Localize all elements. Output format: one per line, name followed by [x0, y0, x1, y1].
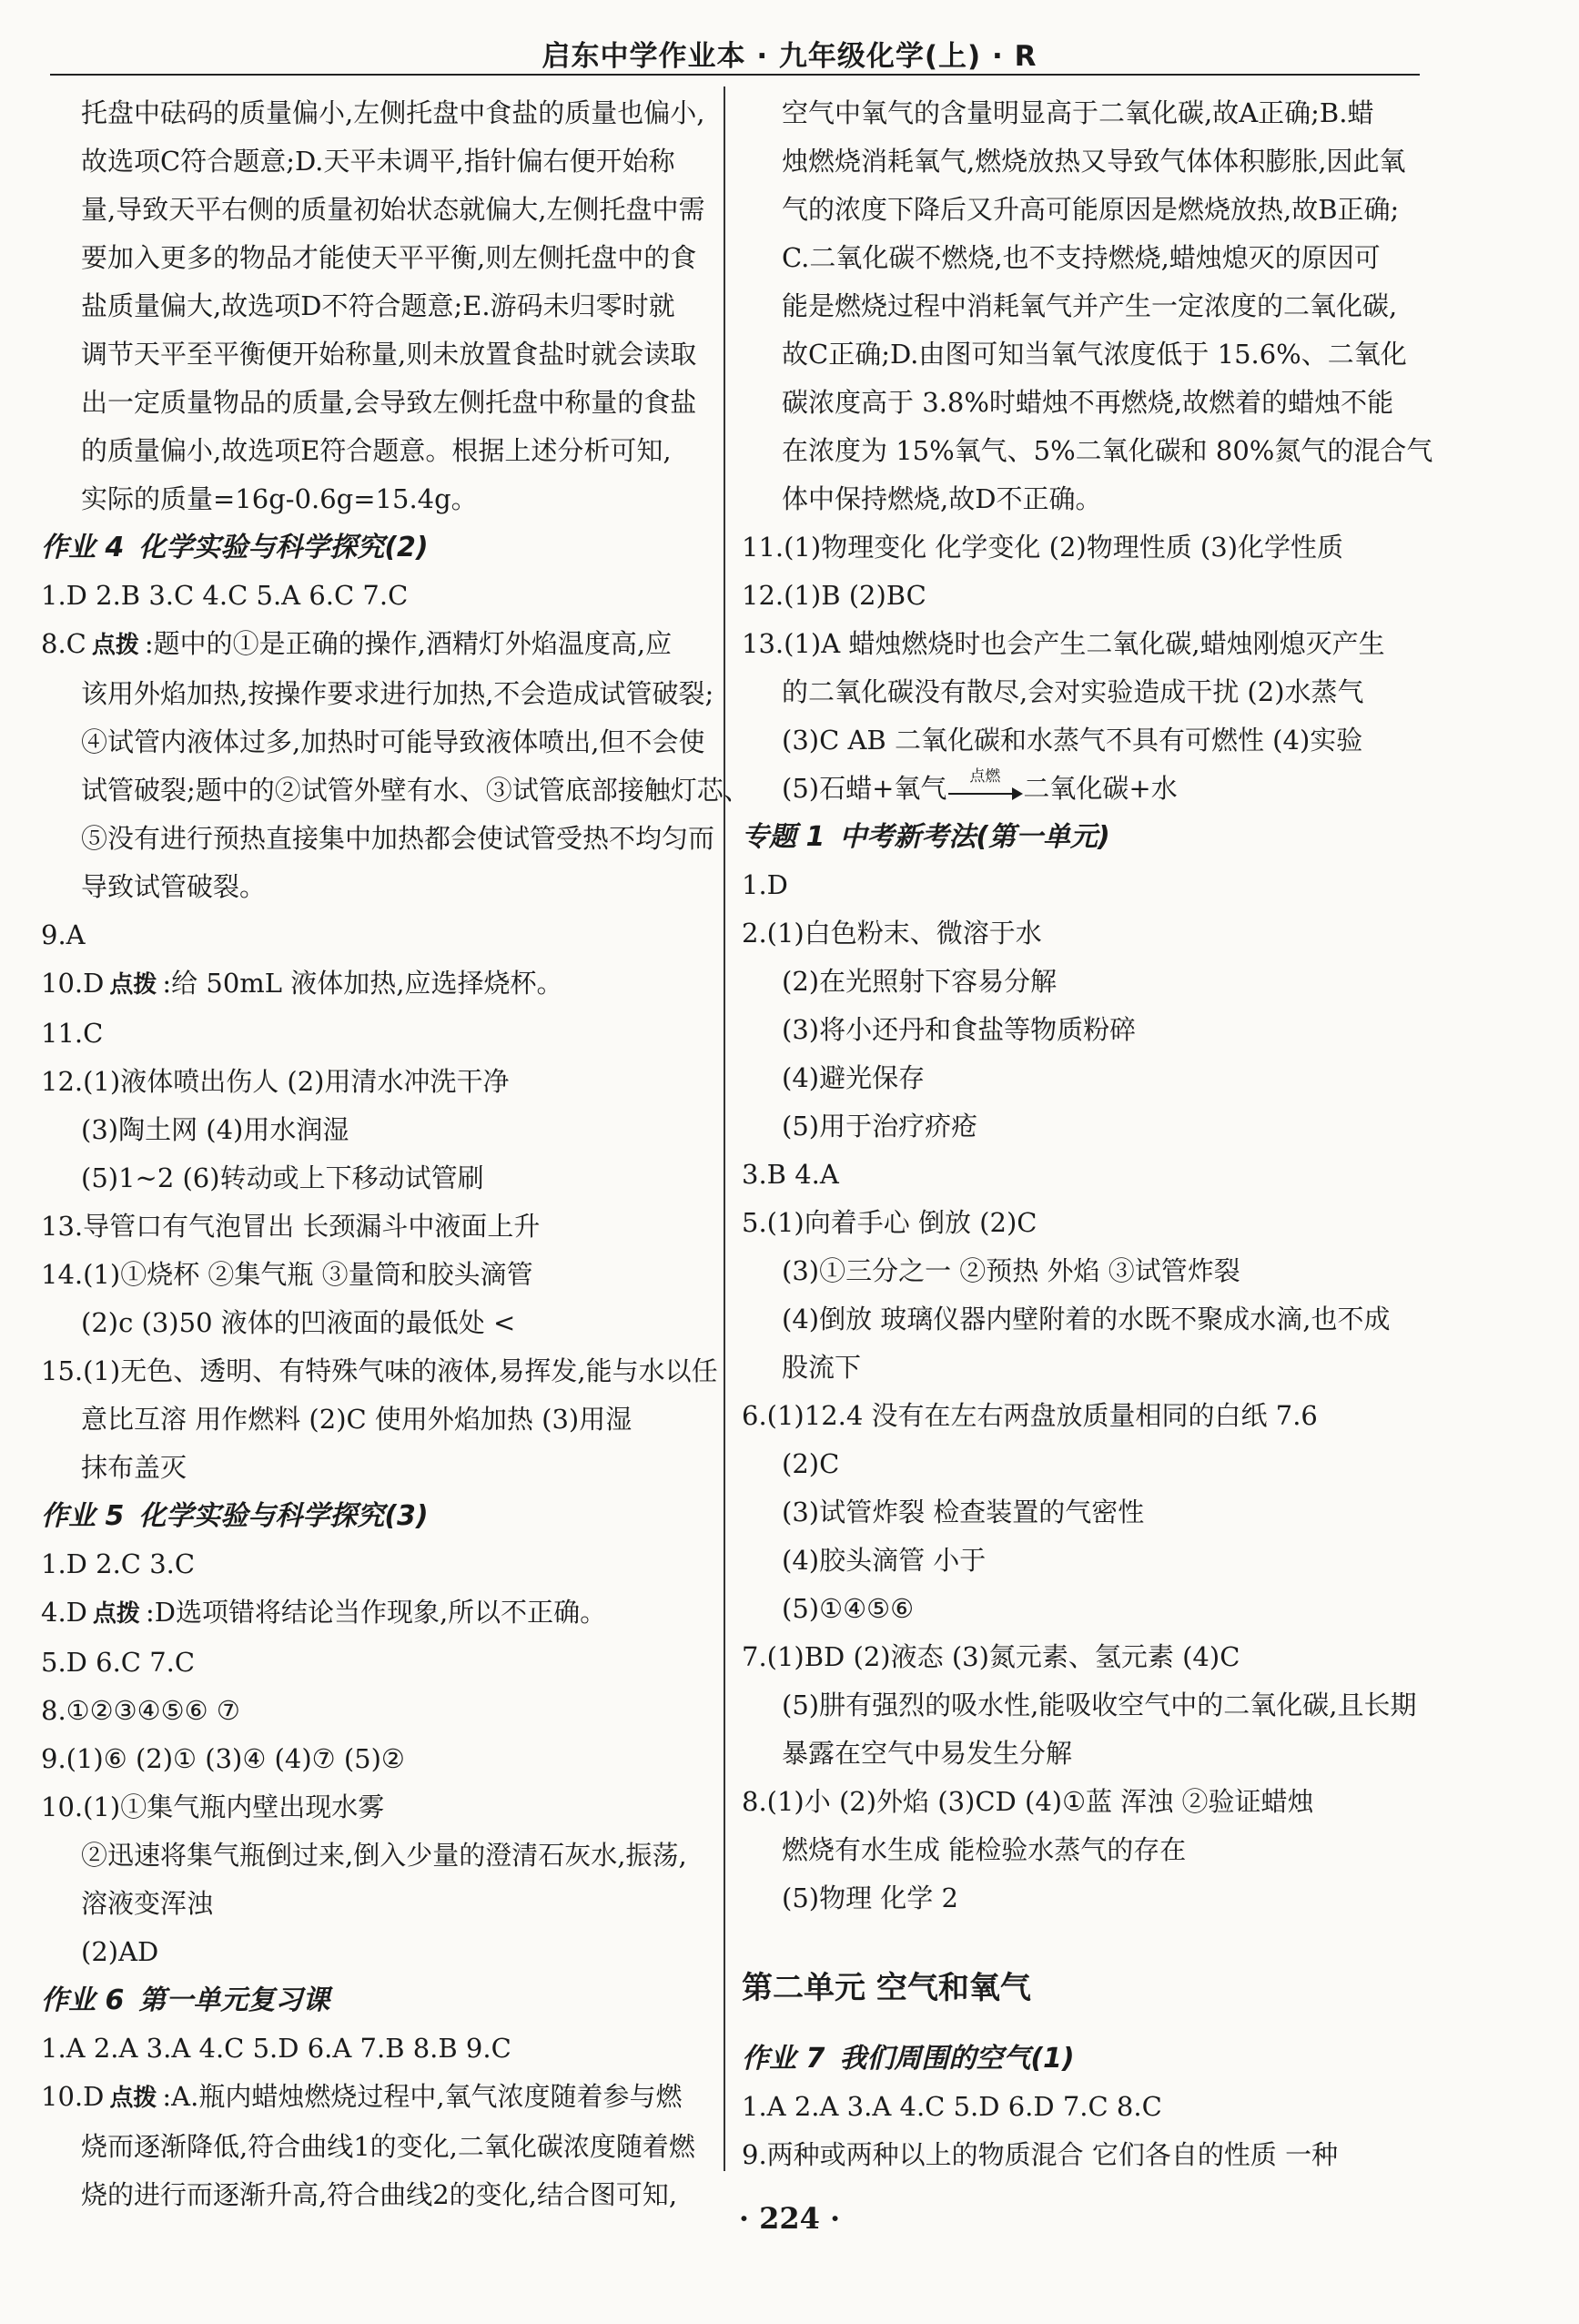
right-intro-line: 空气中氧气的含量明显高于二氧化碳,故A正确;B.蜡 — [782, 97, 1374, 128]
section-heading-topic1 — [742, 813, 1433, 861]
equation-products: 二氧化碳+水 — [1023, 773, 1178, 804]
answer-line: (2)C — [782, 1448, 840, 1479]
answer-line: 该用外焰加热,按操作要求进行加热,不会造成试管破裂; — [81, 678, 714, 709]
answer-line: (3)试管炸裂 检查装置的气密性 — [782, 1497, 1145, 1527]
section-heading-hw6 — [41, 1976, 714, 2025]
left-intro-line: 托盘中砝码的质量偏小,左侧托盘中食盐的质量也偏小, — [81, 97, 705, 128]
left-intro-line: 调节天平至平衡便开始称量,则未放置食盐时就会读取 — [81, 339, 697, 370]
answer-line: 烧而逐渐降低,符合曲线1的变化,二氧化碳浓度随着燃 — [81, 2131, 695, 2162]
reaction-arrow — [946, 767, 1023, 804]
answer-line: 5.D 6.C 7.C — [41, 1647, 196, 1678]
answer-line: 12.(1)B (2)BC — [742, 580, 926, 611]
answer-line: 5.(1)向着手心 倒放 (2)C — [742, 1207, 1037, 1238]
right-intro-line: 体中保持燃烧,故D不正确。 — [782, 483, 1102, 514]
running-header: 启东中学作业本 · 九年级化学(上) · R — [542, 40, 1037, 73]
hint-tag: 点拨 — [92, 1600, 140, 1628]
left-intro-line: 故选项C符合题意;D.天平未调平,指针偏右便开始称 — [81, 146, 675, 177]
answer-line: (3)C AB 二氧化碳和水蒸气不具有可燃性 (4)实验 — [782, 725, 1363, 756]
left-intro-line: 要加入更多的物品才能使天平平衡,则左侧托盘中的食 — [81, 242, 697, 273]
answer-line: (5)物理 化学 2 — [782, 1883, 958, 1913]
answer-line: 抹布盖灭 — [81, 1452, 187, 1483]
right-intro-line: 烛燃烧消耗氧气,燃烧放热又导致气体体积膨胀,因此氧 — [782, 146, 1406, 177]
answer-line: 试管破裂;题中的②试管外壁有水、③试管底部接触灯芯、 — [81, 775, 750, 806]
answer-line: 1.D 2.B 3.C 4.C 5.A 6.C 7.C — [41, 580, 409, 611]
answer-key: 4.D — [41, 1597, 87, 1628]
left-intro-line: 实际的质量=16g-0.6g=15.4g。 — [81, 483, 478, 514]
answer-line: 7.(1)BD (2)液态 (3)氮元素、氢元素 (4)C — [742, 1641, 1240, 1672]
answer-line: 1.A 2.A 3.A 4.C 5.D 6.D 7.C 8.C — [742, 2091, 1162, 2122]
column-divider — [724, 86, 725, 2171]
answer-key: 8.C — [41, 628, 86, 659]
right-intro-line: 故C正确;D.由图可知当氧气浓度低于 15.6%、二氧化 — [782, 339, 1407, 370]
answer-line — [41, 959, 714, 1010]
answer-line: (5)①④⑤⑥ — [782, 1593, 915, 1624]
hint-tag: 点拨 — [109, 2085, 157, 2112]
unit-heading: 第二单元 空气和氧气 — [742, 1970, 1031, 2006]
answer-line: (3)①三分之一 ②预热 外焰 ③试管炸裂 — [782, 1255, 1240, 1286]
answer-line: 1.D 2.C 3.C — [41, 1548, 196, 1579]
answer-line: 导致试管破裂。 — [81, 871, 267, 902]
equation-reactants: (5)石蜡+氧气 — [782, 773, 947, 804]
right-intro-line: 在浓度为 15%氧气、5%二氧化碳和 80%氮气的混合气 — [782, 435, 1433, 466]
left-intro-line: 出一定质量物品的质量,会导致左侧托盘中称量的食盐 — [81, 387, 697, 418]
right-intro-line: 气的浓度下降后又升高可能原因是燃烧放热,故B正确; — [782, 194, 1400, 225]
answer-key: 10.D — [41, 2081, 105, 2112]
right-column — [742, 89, 1433, 2179]
header-rule — [50, 74, 1420, 76]
hint-text: :D选项错将结论当作现象,所以不正确。 — [145, 1597, 607, 1628]
answer-line: 燃烧有水生成 能检验水蒸气的存在 — [782, 1834, 1187, 1865]
answer-line: (2)AD — [81, 1936, 159, 1967]
arrow-head — [1012, 787, 1023, 800]
section-number: 专题 1 — [742, 821, 825, 853]
left-column — [41, 89, 750, 2219]
answer-line: 8.①②③④⑤⑥ ⑦ — [41, 1695, 240, 1726]
hint-tag: 点拨 — [109, 971, 157, 999]
section-title: 我们周围的空气(1) — [839, 2043, 1075, 2075]
answer-line: ⑤没有进行预热直接集中加热都会使试管受热不均匀而 — [81, 823, 715, 854]
answer-line: ②迅速将集气瓶倒过来,倒入少量的澄清石灰水,振荡, — [81, 1840, 687, 1871]
hint-tag: 点拨 — [91, 632, 139, 659]
left-intro-line: 的质量偏小,故选项E符合题意。根据上述分析可知, — [81, 435, 672, 466]
answer-line: 6.(1)12.4 没有在左右两盘放质量相同的白纸 7.6 — [742, 1400, 1318, 1431]
answer-line: 溶液变浑浊 — [81, 1888, 214, 1919]
answer-line: 10.(1)①集气瓶内壁出现水雾 — [41, 1791, 385, 1822]
section-heading-hw5 — [41, 1492, 714, 1540]
answer-line: 意比互溶 用作燃料 (2)C 使用外焰加热 (3)用湿 — [81, 1404, 633, 1435]
section-title: 化学实验与科学探究(3) — [138, 1500, 429, 1532]
answer-line: 12.(1)液体喷出伤人 (2)用清水冲洗干净 — [41, 1066, 510, 1097]
answer-line: (3)将小还丹和食盐等物质粉碎 — [782, 1014, 1137, 1045]
hint-text: :题中的①是正确的操作,酒精灯外焰温度高,应 — [144, 628, 673, 659]
answer-line: 14.(1)①烧杯 ②集气瓶 ③量筒和胶头滴管 — [41, 1259, 533, 1290]
answer-line: 的二氧化碳没有散尽,会对实验造成干扰 (2)水蒸气 — [782, 676, 1364, 707]
answer-line — [41, 2073, 714, 2123]
answer-line: 烧的进行而逐渐升高,符合曲线2的变化,结合图可知, — [81, 2179, 678, 2210]
page-number: · 224 · — [738, 2201, 841, 2236]
answer-line: (2)c (3)50 液体的凹液面的最低处 < — [81, 1307, 516, 1338]
left-intro-line: 盐质量偏大,故选项D不符合题意;E.游码未归零时就 — [81, 290, 675, 321]
arrow-shaft — [948, 793, 1017, 795]
section-title: 化学实验与科学探究(2) — [138, 532, 429, 563]
answer-line: (4)倒放 玻璃仪器内壁附着的水既不聚成水滴,也不成 — [782, 1304, 1391, 1335]
section-heading-hw4 — [41, 523, 714, 572]
answer-line — [41, 1588, 714, 1639]
section-title: 中考新考法(第一单元) — [839, 821, 1110, 853]
answer-line: 9.两种或两种以上的物质混合 它们各自的性质 一种 — [742, 2139, 1339, 2170]
answer-line: (4)胶头滴管 小于 — [782, 1545, 987, 1576]
answer-line: 11.(1)物理变化 化学变化 (2)物理性质 (3)化学性质 — [742, 532, 1344, 563]
answer-line: 13.导管口有气泡冒出 长颈漏斗中液面上升 — [41, 1211, 541, 1242]
answer-key: 10.D — [41, 968, 105, 999]
chemical-equation — [742, 765, 1433, 813]
section-number: 作业 7 — [742, 2043, 825, 2075]
answer-line: (4)避光保存 — [782, 1062, 926, 1093]
left-intro-line: 量,导致天平右侧的质量初始状态就偏大,左侧托盘中需 — [81, 194, 705, 225]
answer-line: (5)肼有强烈的吸水性,能吸收空气中的二氧化碳,且长期 — [782, 1690, 1417, 1720]
right-intro-line: C.二氧化碳不燃烧,也不支持燃烧,蜡烛熄灭的原因可 — [782, 242, 1381, 273]
answer-line: 13.(1)A 蜡烛燃烧时也会产生二氧化碳,蜡烛刚熄灭产生 — [742, 628, 1385, 659]
section-number: 作业 5 — [41, 1500, 125, 1532]
answer-line: (5)1~2 (6)转动或上下移动试管刷 — [81, 1162, 484, 1193]
answer-line: 2.(1)白色粉末、微溶于水 — [742, 918, 1042, 949]
answer-line: 9.(1)⑥ (2)① (3)④ (4)⑦ (5)② — [41, 1743, 405, 1774]
answer-line: 15.(1)无色、透明、有特殊气味的液体,易挥发,能与水以任 — [41, 1355, 718, 1386]
answer-line: 3.B 4.A — [742, 1159, 839, 1190]
answer-line: 9.A — [41, 919, 86, 950]
answer-line: (2)在光照射下容易分解 — [782, 966, 1058, 997]
answer-line: 暴露在空气中易发生分解 — [782, 1738, 1073, 1769]
answer-line: 11.C — [41, 1018, 104, 1049]
answer-line: 1.D — [742, 869, 788, 900]
answer-line — [41, 620, 714, 670]
answer-line: 股流下 — [782, 1352, 862, 1383]
section-heading-hw7 — [742, 2035, 1433, 2083]
section-title: 第一单元复习课 — [138, 1984, 330, 2016]
reaction-condition: 点燃 — [969, 767, 1001, 786]
answer-line: (3)陶土网 (4)用水润湿 — [81, 1114, 349, 1145]
answer-line: 8.(1)小 (2)外焰 (3)CD (4)①蓝 浑浊 ②验证蜡烛 — [742, 1786, 1314, 1817]
right-intro-line: 碳浓度高于 3.8%时蜡烛不再燃烧,故燃着的蜡烛不能 — [782, 387, 1394, 418]
right-intro-line: 能是燃烧过程中消耗氧气并产生一定浓度的二氧化碳, — [782, 290, 1398, 321]
section-number: 作业 6 — [41, 1984, 125, 2016]
hint-text: :A.瓶内蜡烛燃烧过程中,氧气浓度随着参与燃 — [162, 2081, 683, 2112]
answer-line: 1.A 2.A 3.A 4.C 5.D 6.A 7.B 8.B 9.C — [41, 2033, 511, 2064]
answer-line: (5)用于治疗疥疮 — [782, 1111, 978, 1142]
hint-text: :给 50mL 液体加热,应选择烧杯。 — [162, 968, 563, 999]
section-number: 作业 4 — [41, 532, 125, 563]
answer-line: ④试管内液体过多,加热时可能导致液体喷出,但不会使 — [81, 726, 705, 757]
